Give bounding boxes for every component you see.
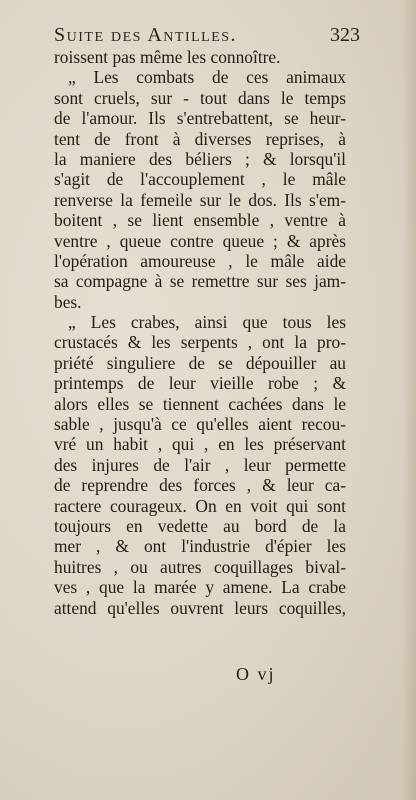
text-line: alors elles se tiennent cachées dans le [54, 393, 346, 414]
text-line: crustacés & les serpents , ont la pro- [54, 332, 346, 353]
text-line: printemps de leur vieille robe ; & [54, 373, 346, 394]
text-line: sable , jusqu'à ce qu'elles aient recou- [54, 414, 346, 435]
text-line: roissent pas même les connoître. [54, 47, 281, 67]
text-line: ractere courageux. On en voit qui sont [54, 495, 346, 516]
text-line: de reprendre des forces , & leur ca- [54, 475, 346, 496]
page-edge-shadow [402, 0, 416, 800]
text-line: attend qu'elles ouvrent leurs coquilles, [54, 597, 346, 618]
text-line: bes. [54, 291, 82, 312]
running-title: Suite des Antilles. [54, 24, 238, 46]
text-line: s'agit de l'accouplement , le mâle [54, 169, 346, 190]
text-line: toujours en vedette au bord de la [54, 515, 346, 536]
text-line: ves , que la marée y amene. La crabe [54, 577, 346, 598]
text-line: sont cruels, sur - tout dans le temps [54, 87, 346, 108]
text-line: sa compagne à se remettre sur ses jam- [54, 271, 346, 292]
text-line: „ Les combats de ces animaux [68, 67, 346, 88]
text-line: huitres , ou autres coquillages bival- [54, 556, 346, 577]
text-line: des injures de l'air , leur permette [54, 454, 346, 475]
text-line: „ Les crabes, ainsi que tous les [68, 312, 346, 333]
text-line: renverse la femeile sur le dos. Ils s'em- [54, 189, 346, 210]
text-line: la maniere des béliers ; & lorsqu'il [54, 148, 346, 169]
signature-mark: O vj [236, 664, 276, 684]
text-line: priété singuliere de se dépouiller au [54, 352, 346, 373]
page-header [54, 24, 360, 48]
text-line: boitent , se lient ensemble , ventre à [54, 210, 346, 231]
text-line: l'opération amoureuse , le mâle aide [54, 250, 346, 271]
text-line: de l'amour. Ils s'entrebattent, se heur- [54, 108, 346, 129]
page-number: 323 [330, 24, 360, 46]
text-line: mer , & ont l'industrie d'épier les [54, 536, 346, 557]
text-line: vré un habit , qui , en les préservant [54, 434, 346, 455]
body-text [54, 47, 346, 618]
text-line: tent de front à diverses reprises, à [54, 128, 346, 149]
text-line: ventre , queue contre queue ; & après [54, 230, 346, 251]
